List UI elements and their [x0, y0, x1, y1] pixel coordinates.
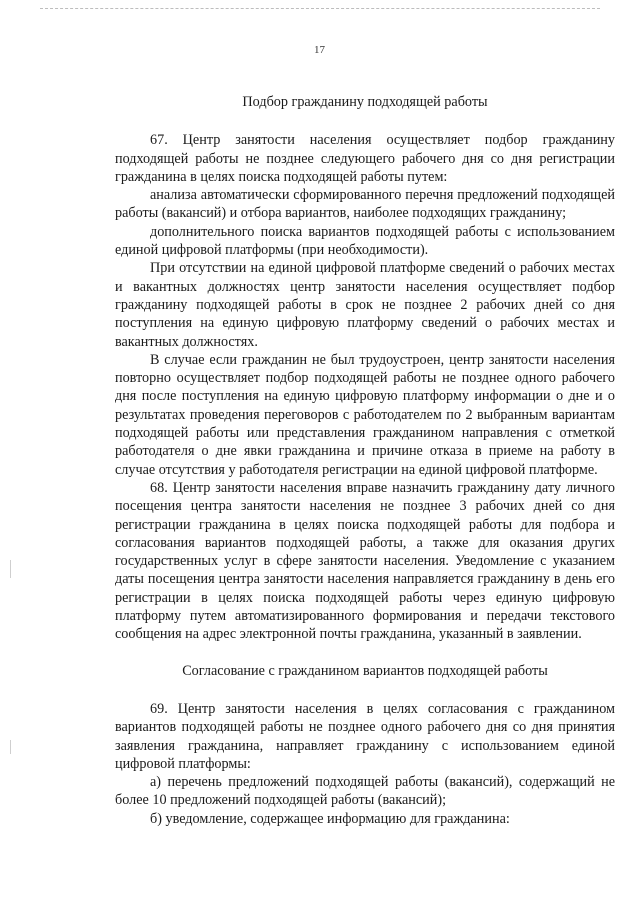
- document-body: [115, 93, 615, 828]
- paragraph-67-item-2: дополнительного поиска вариантов подходящей работы с использованием единой цифровой платформы (при необходимости).: [115, 223, 615, 259]
- page-number: 17: [314, 44, 325, 56]
- scan-artifact: [10, 560, 11, 578]
- scan-top-line: [40, 8, 600, 9]
- paragraph-69-item-a: а) перечень предложений подходящей работы (вакансий), содержащий не более 10 предложений подходящей работы (вакансий);: [115, 774, 615, 809]
- section-title: Согласование с гражданином вариантов подходящей работы: [182, 662, 548, 679]
- paragraph-no-vacancies: При отсутствии на единой цифровой платформе сведений о рабочих местах и вакантных должностях центр занятости населения осуществляет подбор гражданину подходящей работы в срок не позднее 2 рабочих дней со дня поступления на единую цифровую платформу сведений о рабочих местах и вакантных должностях.: [115, 260, 615, 350]
- paragraph-69: 69. Центр занятости населения в целях согласования с гражданином вариантов подходящей работы не позднее одного рабочего дня со дня принятия заявления гражданина, направляет гражданину с использованием единой цифровой платформы:: [115, 700, 615, 772]
- section-title: Подбор гражданину подходящей работы: [242, 94, 488, 110]
- paragraph-repeat-selection: В случае если гражданин не был трудоустроен, центр занятости населения повторно осуществляет подбор подходящей работы не позднее одного рабочего дня после поступления на единую цифровую платформу информации о дне и о результатах проведения переговоров с работодателем по 2 выбранным вариантам подходящей работы или представления гражданином направления с отметкой работодателя о дне явки гражданина и причине отказа в приеме на работу в случае отсутствия у работодателя регистрации на единой цифровой платформе.: [115, 351, 615, 478]
- paragraph-67: 67. Центр занятости населения осуществляет подбор гражданину подходящей работы не позднее следующего рабочего дня со дня регистрации гражданина в целях поиска подходящей работы путем:: [115, 132, 615, 185]
- paragraph-67-item-1: анализа автоматически сформированного перечня предложений подходящей работы (вакансий) и отбора вариантов, наиболее подходящих гражданину;: [115, 187, 615, 222]
- scan-artifact: [10, 740, 11, 754]
- paragraph-69-item-b: б) уведомление, содержащее информацию для гражданина:: [150, 810, 510, 827]
- paragraph-68: 68. Центр занятости населения вправе назначить гражданину дату личного посещения центра занятости населения не позднее 3 рабочих дней со дня регистрации гражданина в целях поиска подходящей работы для подбора и согласования вариантов подходящей работы, а также для оказания других государственных услуг в сфере занятости населения. Уведомление с указанием даты посещения центра занятости населения направляется гражданину в день его регистрации в целях поиска подходящей работы через единую цифровую платформу путем автоматизированного формирования и передачи текстового сообщения на адрес электронной почты гражданина, указанный в заявлении.: [115, 479, 615, 643]
